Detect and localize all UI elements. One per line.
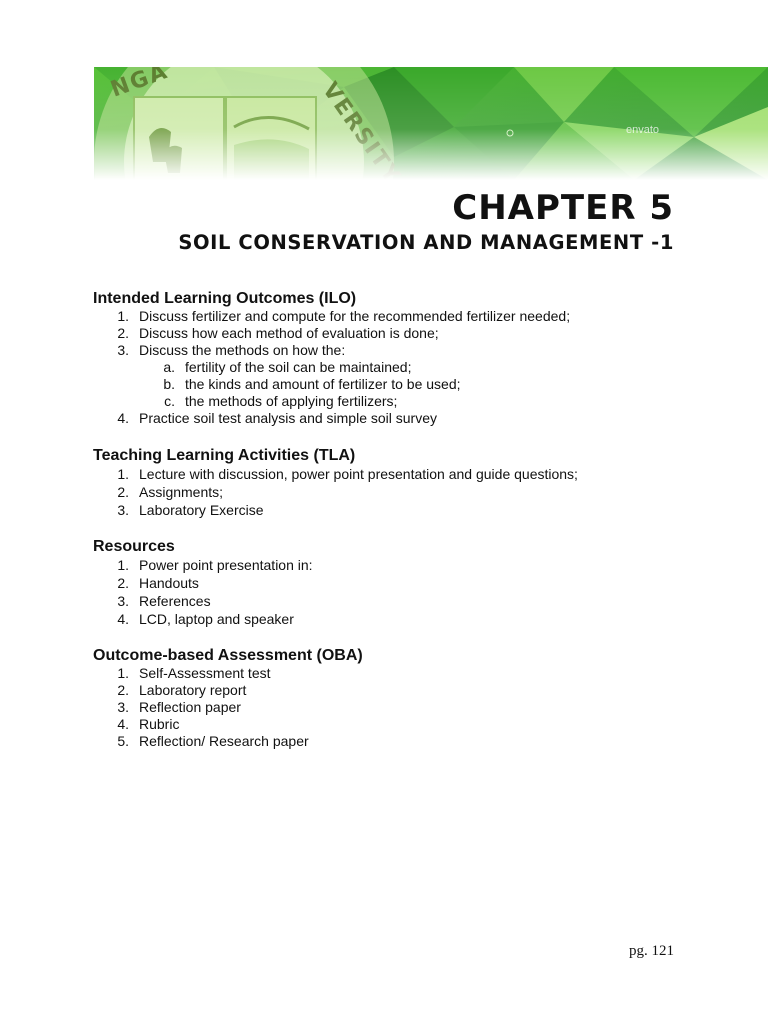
ilo-list xyxy=(93,308,693,427)
list-item: 2. Discuss how each method of evaluation is done; xyxy=(117,325,439,341)
header-banner xyxy=(94,67,768,180)
tla-section xyxy=(93,446,693,519)
list-item: 2. Handouts xyxy=(117,575,199,591)
sub-list-item: c. the methods of applying fertilizers; xyxy=(164,393,398,409)
list-item: 4. Practice soil test analysis and simple soil survey xyxy=(117,410,438,426)
chapter-subtitle: SOIL CONSERVATION AND MANAGEMENT -1 xyxy=(178,231,674,254)
chapter-title: CHAPTER 5 xyxy=(452,188,674,228)
resources-heading: Resources xyxy=(93,538,175,555)
watermark-text: envato xyxy=(626,124,660,136)
banner-graphic xyxy=(94,67,768,180)
list-item: 1. Power point presentation in: xyxy=(117,557,313,573)
list-item: 1. Discuss fertilizer and compute for the recommended fertilizer needed; xyxy=(117,308,571,324)
list-item: 5. Reflection/ Research paper xyxy=(117,733,309,749)
list-item: 3. Reflection paper xyxy=(117,699,241,715)
oba-heading: Outcome-based Assessment (OBA) xyxy=(93,647,363,664)
page-number: pg. 121 xyxy=(629,943,674,959)
oba-section xyxy=(93,646,693,750)
list-item: 3. Laboratory Exercise xyxy=(117,502,264,518)
list-item: 4. LCD, laptop and speaker xyxy=(117,611,294,627)
sub-list-item: b. the kinds and amount of fertilizer to be used; xyxy=(163,376,461,392)
sub-list-item: a. fertility of the soil can be maintained; xyxy=(163,359,412,375)
resources-section xyxy=(93,537,693,628)
tla-list xyxy=(93,465,693,519)
list-item: 3. References xyxy=(117,593,211,609)
list-item: 2. Laboratory report xyxy=(117,682,247,698)
ilo-heading: Intended Learning Outcomes (ILO) xyxy=(93,290,357,307)
list-item: 1. Self-Assessment test xyxy=(117,665,271,681)
list-item: 2. Assignments; xyxy=(117,484,224,500)
list-item: 1. Lecture with discussion, power point presentation and guide questions; xyxy=(117,466,578,482)
ilo-section xyxy=(93,289,693,427)
oba-list xyxy=(93,665,693,750)
tla-heading: Teaching Learning Activities (TLA) xyxy=(93,447,356,464)
list-item: 3. Discuss the methods on how the: xyxy=(117,342,346,358)
resources-list xyxy=(93,556,693,628)
list-item: 4. Rubric xyxy=(117,716,180,732)
